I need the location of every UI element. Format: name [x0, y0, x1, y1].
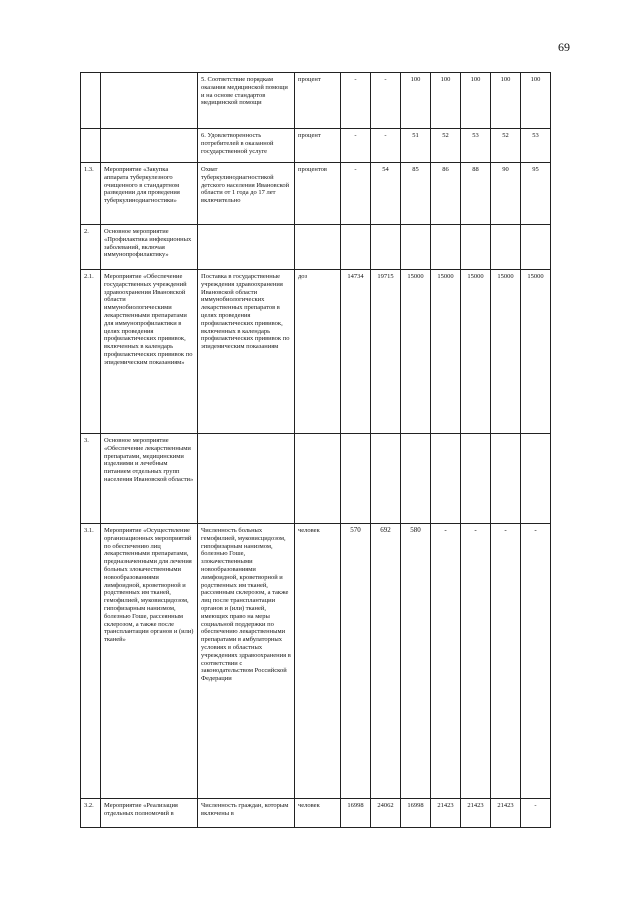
unit-cell	[295, 434, 341, 524]
activity-cell	[101, 73, 198, 129]
value-cell	[371, 434, 401, 524]
page-number: 69	[558, 40, 570, 54]
value-cell: 51	[401, 129, 431, 163]
row-number-cell	[81, 129, 101, 163]
value-cell: -	[461, 524, 491, 799]
value-cell: 100	[431, 73, 461, 129]
value-cell: 21423	[431, 799, 461, 828]
value-cell: -	[371, 73, 401, 129]
value-cell: 100	[461, 73, 491, 129]
value-cell: 15000	[491, 270, 521, 434]
unit-cell: доз	[295, 270, 341, 434]
activity-cell: Мероприятие «Закупка аппарата туберкулезного очищенного в стандартном разведении для проведения туберкулинодиагностики»	[101, 163, 198, 225]
unit-cell: процент	[295, 73, 341, 129]
indicator-cell: Численность больных гемофилией, муковисцидозом, гипофизарным нанизмом, болезнью Гоше, злокачественными новообразованиями лимфоидной, кроветворной и родственных им тканей, рассеянным склерозом, а также лиц после трансплантации органов и (или) тканей, имеющих право на меры социальной поддержки по обеспечению лекарственными препаратами в амбулаторных условиях в областных учреждениях здравоохранения в соответствии с законодательством Российской Федерации	[198, 524, 295, 799]
value-cell: 692	[371, 524, 401, 799]
value-cell	[521, 434, 551, 524]
value-cell: -	[521, 799, 551, 828]
value-cell: 95	[521, 163, 551, 225]
row-number-cell: 3.1.	[81, 524, 101, 799]
value-cell: 53	[461, 129, 491, 163]
value-cell: 570	[341, 524, 371, 799]
value-cell: -	[341, 129, 371, 163]
row-number-cell: 2.1.	[81, 270, 101, 434]
value-cell	[491, 225, 521, 270]
activity-cell: Мероприятие «Обеспечение государственных учреждений здравоохранения Ивановской области иммунобиологическими лекарственными препаратами для иммунопрофилактики в целях проведения профилактических прививок, включенных в календарь профилактических прививок по эпидемическим показаниям»	[101, 270, 198, 434]
activity-cell: Основное мероприятие «Обеспечение лекарственными препаратами, медицинскими изделиями и лечебным питанием отдельных групп населения Ивановской области»	[101, 434, 198, 524]
value-cell	[521, 225, 551, 270]
program-indicators-table	[80, 72, 551, 828]
value-cell	[431, 225, 461, 270]
table-row	[81, 524, 551, 799]
value-cell	[431, 434, 461, 524]
value-cell: 15000	[401, 270, 431, 434]
value-cell: 24062	[371, 799, 401, 828]
value-cell	[341, 434, 371, 524]
value-cell: 15000	[521, 270, 551, 434]
value-cell: -	[341, 163, 371, 225]
value-cell: -	[341, 73, 371, 129]
value-cell: 85	[401, 163, 431, 225]
unit-cell: человек	[295, 524, 341, 799]
value-cell: 580	[401, 524, 431, 799]
activity-cell: Мероприятие «Реализация отдельных полномочий в	[101, 799, 198, 828]
value-cell: 15000	[431, 270, 461, 434]
value-cell: 100	[521, 73, 551, 129]
value-cell: 14734	[341, 270, 371, 434]
value-cell	[401, 225, 431, 270]
activity-cell: Основное мероприятие «Профилактика инфекционных заболеваний, включая иммунопрофилактику»	[101, 225, 198, 270]
indicator-cell	[198, 225, 295, 270]
value-cell: 86	[431, 163, 461, 225]
unit-cell	[295, 225, 341, 270]
value-cell: 100	[491, 73, 521, 129]
row-number-cell	[81, 73, 101, 129]
value-cell: 19715	[371, 270, 401, 434]
value-cell: -	[521, 524, 551, 799]
indicator-cell: Охват туберкулинодиагностикой детского населения Ивановской области от 1 года до 17 лет включительно	[198, 163, 295, 225]
activity-cell	[101, 129, 198, 163]
value-cell: 53	[521, 129, 551, 163]
value-cell: 54	[371, 163, 401, 225]
indicator-cell: 6. Удовлетворенность потребителей в оказанной государственной услуге	[198, 129, 295, 163]
table-row	[81, 270, 551, 434]
value-cell: 90	[491, 163, 521, 225]
table-row	[81, 434, 551, 524]
row-number-cell: 3.2.	[81, 799, 101, 828]
value-cell: 16998	[401, 799, 431, 828]
activity-cell: Мероприятие «Осуществление организационных мероприятий по обеспечению лиц лекарственными препаратами, предназначенными для лечения больных злокачественными новообразованиями лимфоидной, кроветворной и родственных им тканей, гемофилией, муковисцидозом, гипофизарным нанизмом, болезнью Гоше, рассеянным склерозом, а также после трансплантации органов и (или) тканей»	[101, 524, 198, 799]
unit-cell: процент	[295, 129, 341, 163]
table-row	[81, 799, 551, 828]
value-cell: 100	[401, 73, 431, 129]
value-cell: -	[431, 524, 461, 799]
table-row	[81, 129, 551, 163]
value-cell: 16998	[341, 799, 371, 828]
value-cell: 21423	[461, 799, 491, 828]
table-row	[81, 225, 551, 270]
value-cell: -	[371, 129, 401, 163]
value-cell	[461, 225, 491, 270]
table-row	[81, 73, 551, 129]
value-cell: -	[491, 524, 521, 799]
value-cell: 52	[491, 129, 521, 163]
unit-cell: процентов	[295, 163, 341, 225]
row-number-cell: 3.	[81, 434, 101, 524]
row-number-cell: 2.	[81, 225, 101, 270]
value-cell	[491, 434, 521, 524]
indicator-cell: Численность граждан, которым включены в	[198, 799, 295, 828]
indicator-cell: 5. Соответствие порядкам оказания медицинской помощи и на основе стандартов медицинской помощи	[198, 73, 295, 129]
value-cell	[461, 434, 491, 524]
value-cell	[371, 225, 401, 270]
value-cell: 52	[431, 129, 461, 163]
unit-cell: человек	[295, 799, 341, 828]
row-number-cell: 1.3.	[81, 163, 101, 225]
value-cell: 21423	[491, 799, 521, 828]
table-row	[81, 163, 551, 225]
value-cell	[341, 225, 371, 270]
value-cell	[401, 434, 431, 524]
indicator-cell	[198, 434, 295, 524]
indicator-cell: Поставка в государственные учреждения здравоохранения Ивановской области иммунобиологических лекарственных препаратов в целях проведения профилактических прививок, включенных в календарь профилактических прививок по эпидемическим показаниям	[198, 270, 295, 434]
value-cell: 15000	[461, 270, 491, 434]
value-cell: 88	[461, 163, 491, 225]
